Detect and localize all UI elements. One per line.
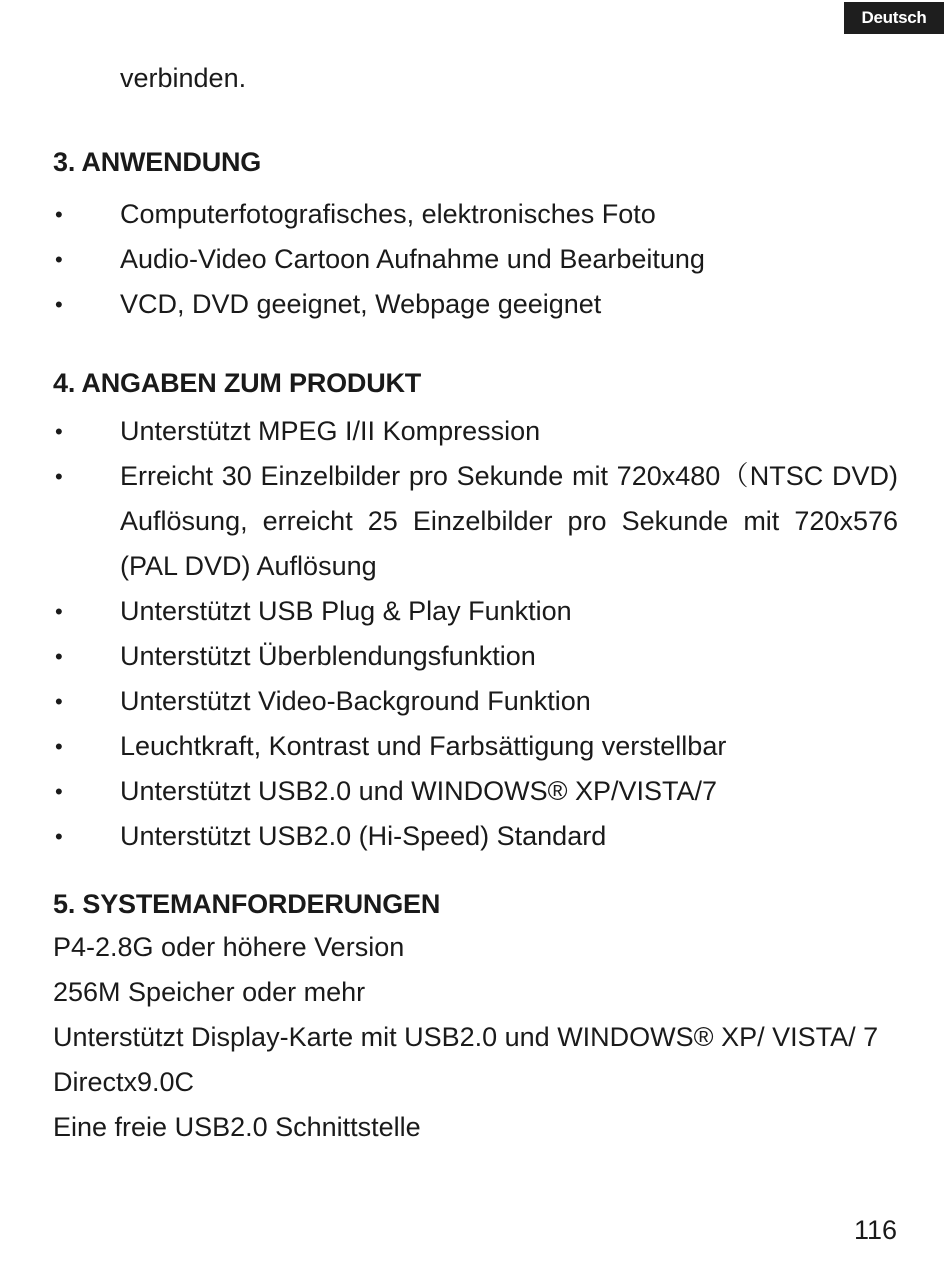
bullet-icon: • xyxy=(55,644,63,669)
bullet-icon: • xyxy=(55,689,63,714)
list-item: • Unterstützt Video-Background Funktion xyxy=(53,679,898,724)
section-heading-system: 5. SYSTEMANFORDERUNGEN xyxy=(53,889,441,919)
list-item: • Erreicht 30 Einzelbilder pro Sekunde mit 720x480（NTSC DVD) Auflösung, erreicht 25 Einzelbilder pro Sekunde mit 720x576 (PAL DVD) Auflösung xyxy=(53,454,898,589)
language-tab: Deutsch xyxy=(844,2,944,34)
bullet-icon: • xyxy=(55,779,63,804)
list-item: P4-2.8G oder höhere Version xyxy=(53,932,405,962)
list-item: Unterstützt Display-Karte mit USB2.0 und WINDOWS® XP/ VISTA/ 7 xyxy=(53,1022,879,1052)
page-number: 116 xyxy=(853,1215,897,1245)
list-item: • VCD, DVD geeignet, Webpage geeignet xyxy=(53,282,898,327)
list-item: • Unterstützt MPEG I/II Kompression xyxy=(53,409,898,454)
list-item: • Unterstützt Überblendungsfunktion xyxy=(53,634,898,679)
list-item: • Unterstützt USB2.0 und WINDOWS® XP/VISTA/7 xyxy=(53,769,898,814)
bullet-icon: • xyxy=(55,292,63,317)
list-item: • Unterstützt USB2.0 (Hi-Speed) Standard xyxy=(53,814,898,859)
bullet-icon: • xyxy=(55,464,63,489)
bullet-icon: • xyxy=(55,599,63,624)
continuation-text: verbinden. xyxy=(120,63,247,93)
list-item: Directx9.0C xyxy=(53,1067,195,1097)
bullet-icon: • xyxy=(55,202,63,227)
bullet-icon: • xyxy=(55,824,63,849)
produkt-list xyxy=(53,409,898,859)
list-item: Eine freie USB2.0 Schnittstelle xyxy=(53,1112,421,1142)
section-heading-produkt: 4. ANGABEN ZUM PRODUKT xyxy=(53,368,422,398)
list-item: 256M Speicher oder mehr xyxy=(53,977,366,1007)
section-heading-anwendung: 3. ANWENDUNG xyxy=(53,147,262,177)
list-item: • Computerfotografisches, elektronisches Foto xyxy=(53,192,898,237)
list-item: • Audio-Video Cartoon Aufnahme und Bearbeitung xyxy=(53,237,898,282)
list-item: • Leuchtkraft, Kontrast und Farbsättigung verstellbar xyxy=(53,724,898,769)
bullet-icon: • xyxy=(55,734,63,759)
anwendung-list xyxy=(53,192,898,327)
system-requirements-list xyxy=(53,925,898,1150)
list-item: • Unterstützt USB Plug & Play Funktion xyxy=(53,589,898,634)
bullet-icon: • xyxy=(55,247,63,272)
bullet-icon: • xyxy=(55,419,63,444)
